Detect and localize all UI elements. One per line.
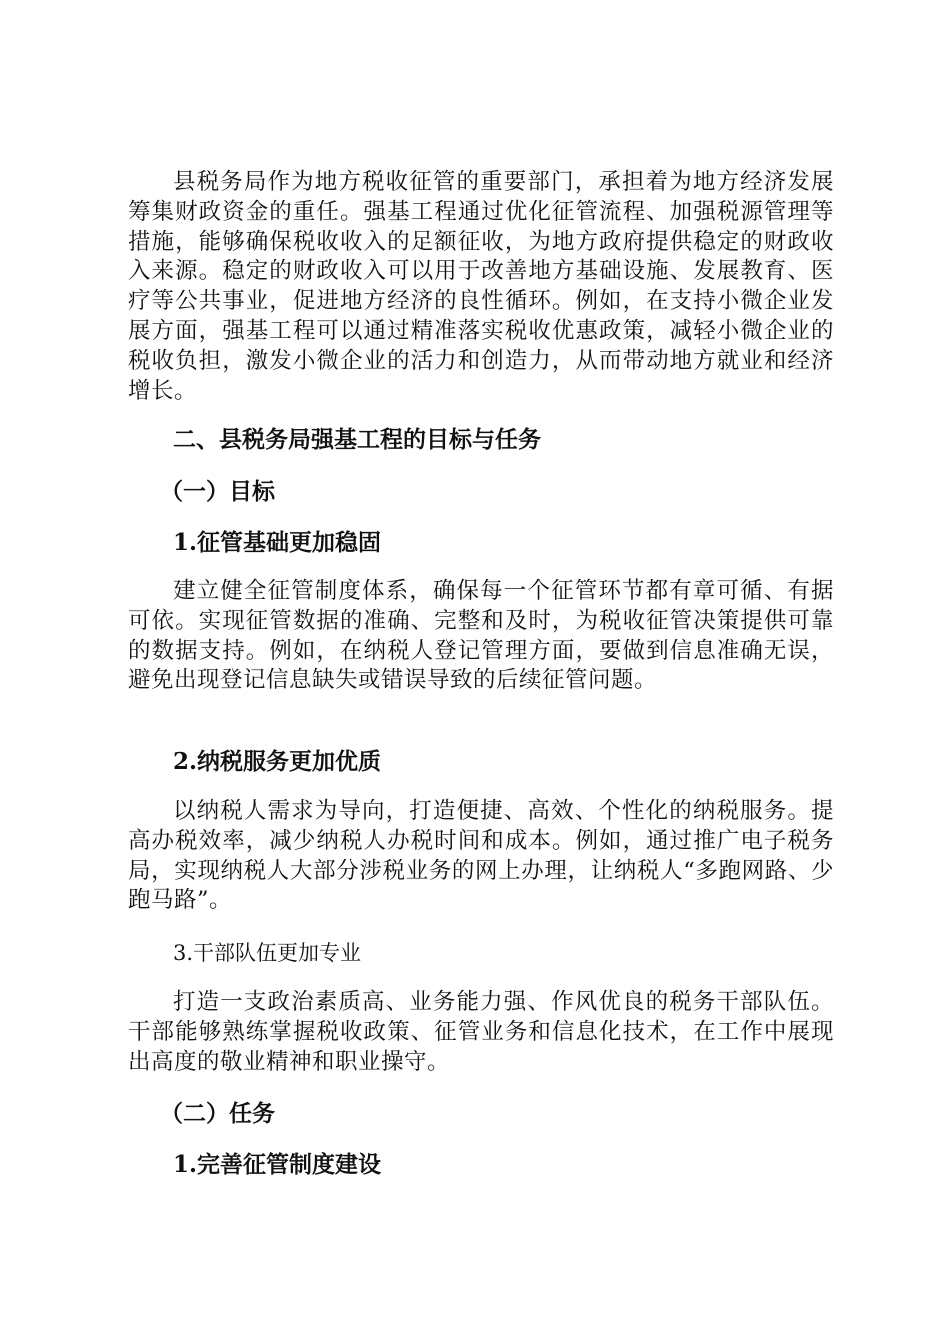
item-heading-2: 2.纳税服务更加优质	[173, 748, 382, 775]
paragraph-goal-1: 建立健全征管制度体系，确保每一个征管环节都有章可循、有据可依。实现征管数据的准确、完整和及时，为税收征管决策提供可靠的数据支持。例如，在纳税人登记管理方面，要做到信息准确无误，避免出现登记信息缺失或错误导致的后续征管问题。	[128, 578, 834, 694]
subsection-heading-goals: （一）目标	[160, 478, 275, 505]
item-heading-3: 3.干部队伍更加专业	[173, 941, 362, 965]
section-heading-2: 二、县税务局强基工程的目标与任务	[173, 426, 541, 453]
paragraph-goal-3: 打造一支政治素质高、业务能力强、作风优良的税务干部队伍。干部能够熟练掌握税收政策、征管业务和信息化技术，在工作中展现出高度的敬业精神和职业操守。	[128, 989, 834, 1075]
paragraph-goal-2: 以纳税人需求为导向，打造便捷、高效、个性化的纳税服务。提高办税效率，减少纳税人办税时间和成本。例如，通过推广电子税务局，实现纳税人大部分涉税业务的网上办理，让纳税人“多跑网路、少跑马路”。	[128, 798, 834, 914]
item-heading-1: 1.征管基础更加稳固	[173, 529, 382, 556]
item-heading-task-1: 1.完善征管制度建设	[173, 1151, 382, 1178]
paragraph-intro: 县税务局作为地方税收征管的重要部门，承担着为地方经济发展筹集财政资金的重任。强基工程通过优化征管流程、加强税源管理等措施，能够确保税收收入的足额征收，为地方政府提供稳定的财政收入来源。稳定的财政收入可以用于改善地方基础设施、发展教育、医疗等公共事业，促进地方经济的良性循环。例如，在支持小微企业发展方面，强基工程可以通过精准落实税收优惠政策，减轻小微企业的税收负担，激发小微企业的活力和创造力，从而带动地方就业和经济增长。	[128, 169, 834, 404]
subsection-heading-tasks: （二）任务	[160, 1100, 275, 1127]
